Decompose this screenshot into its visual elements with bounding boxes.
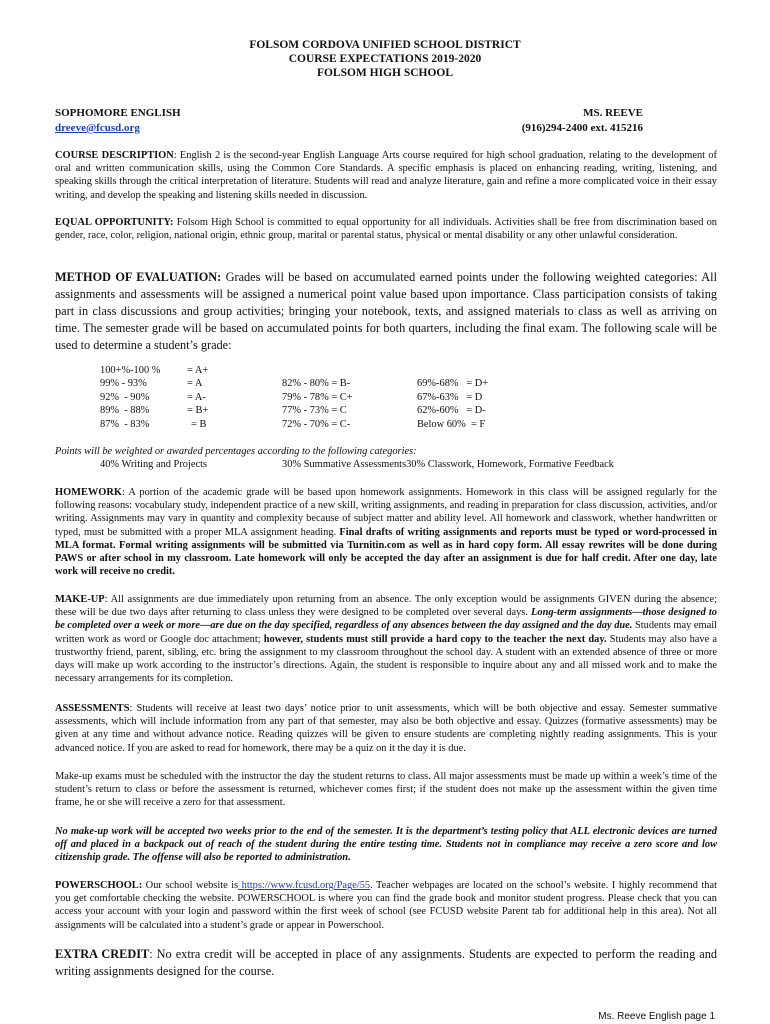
course-description <box>55 149 717 202</box>
makeup-text-1: : All assignments are due immediately upon returning from an absence. The only exception would be assignments GIVEN during the absence; these will be due two days after returning to class unless they were designed to be completed over several days. <box>55 594 717 619</box>
scale-range: 100+%-100 % <box>100 365 161 376</box>
evaluation-text: Grades will be based on accumulated earned points under the following weighted categories: All assignments and assessments will be assigned a numerical point value based upon importance. Class participation consists of taking part in class discussions and group activities; bringing your notebook, texts, and assigned materials to class as well as arriving on time. The semester grade will be based on accumulated points for both quarters, including the final exam. The following scale will be used to determine a student’s grade: <box>55 270 717 352</box>
course-expectations-title: COURSE EXPECTATIONS 2019-2020 <box>288 53 482 65</box>
makeup-text-2: Students may email written work as word or Google doc attachment; <box>55 620 717 645</box>
makeup-exams-paragraph: Make-up exams must be scheduled with the instructor the day the student returns to class. All major assessments must be made up within a week’s time of the student’s return to class or before the assessment is returned, whichever comes first; if the student does not make up the assessment within the given time frame, he or she will receive a zero for that assessment. <box>55 771 717 809</box>
course-description-label: COURSE DESCRIPTION <box>55 150 174 161</box>
method-of-evaluation <box>55 269 717 354</box>
assessments-label: ASSESSMENTS <box>55 703 130 714</box>
scale-row: 79% - 78% = C+ <box>282 392 353 403</box>
scale-range: 89% - 88% <box>100 405 150 416</box>
scale-grade: = B+ <box>187 405 209 416</box>
scale-row: 82% - 80% = B- <box>282 378 351 389</box>
assessments-text: : Students will receive at least two days’ notice prior to unit assessments, which will be both objective and essay. Semester summative assessments, which will include information from any part of that semester, may also be both objective and essay. Quizzes (formative assessments) may be given at any time and without advance notice. Reading quizzes will be given to ensure students are completing nightly reading assignments. This is your advanced notice. If you are asked to read for homework, there may be a quiz on it the day it is due. <box>55 703 717 754</box>
homework-section <box>55 486 717 578</box>
school-website-link[interactable]: https://www.fcusd.org/Page/55 <box>238 880 371 891</box>
scale-row: 72% - 70% = C- <box>282 419 351 430</box>
scale-row: 62%-60% = D- <box>417 405 486 416</box>
teacher-name: MS. REEVE <box>583 107 643 119</box>
testing-policy-paragraph: No make-up work will be accepted two weeks prior to the end of the semester. It is the department’s testing policy that ALL electronic devices are turned off and placed in a backpack out of reach of the student during the entire testing time. Students not in compliance may receive a zero score and low citizenship grade. The offense will also be reported to administration. <box>55 826 717 864</box>
makeup-label: MAKE-UP <box>55 594 105 605</box>
makeup-bold-text: however, students must still provide a hard copy to the teacher the next day. <box>263 633 607 645</box>
extra-credit-label: EXTRA CREDIT <box>55 947 150 961</box>
makeup-text-3: Students may also have a trustworthy friend, parent, sibling, etc. bring the assignment to my classroom throughout the school day. A student with an extended absence of three or more days will make up work according to the instructor’s directions. Again, the student is responsible to inquire about any and all missed work and to make the necessary arrangements for its completion. <box>55 633 718 685</box>
powerschool-label: POWERSCHOOL: <box>55 880 143 891</box>
district-title: FOLSOM CORDOVA UNIFIED SCHOOL DISTRICT <box>249 39 521 51</box>
scale-row: 67%-63% = D <box>417 392 483 403</box>
makeup-section <box>55 593 717 685</box>
school-title: FOLSOM HIGH SCHOOL <box>316 67 454 79</box>
weights-writing: 40% Writing and Projects <box>100 459 208 470</box>
scale-row: 69%-68% = D+ <box>417 378 489 389</box>
scale-row: 77% - 73% = C <box>282 405 347 416</box>
scale-range: 92% - 90% <box>100 392 150 403</box>
page-footer: Ms. Reeve English page 1 <box>598 1011 715 1022</box>
powerschool-section <box>55 879 717 932</box>
powerschool-text-2: . Teacher webpages are located on the school’s website. I highly recommend that you get comfortable checking the website. POWERSCHOOL is where you can find the grade book and monitor student progress. Please check that you can access your account with your login and password within the first week of school (see FCUSD website Parent tab for additional help in this area). Not all assignments will be calculated into a student’s grade or appear in Powerschool. <box>55 880 717 931</box>
extra-credit-text: : No extra credit will be accepted in place of any assignments. Students are expected to perform the reading and writing assignments designed for the course. <box>55 947 717 978</box>
scale-grade: = B <box>191 419 207 430</box>
homework-bold-text: Final drafts of writing assignments and reports must be typed or word-processed in MLA format. Formal writing assignments will be submitted via Turnitin.com as well as in hard copy form. All essay rewrites will be done during PAWS or after school in my classroom. Late homework will only be accepted the day after an assignment is due for half credit. After one day, late work will receive no credit. <box>55 526 717 578</box>
scale-range: 87% - 83% <box>100 419 150 430</box>
teacher-email-link[interactable]: dreeve@fcusd.org <box>55 122 140 134</box>
makeup-italic-text: Long-term assignments—those designed to be completed over a week or more—are due on the day specified, regardless of any absences between the day assigned and the day due. <box>55 607 717 632</box>
powerschool-text-1: Our school website is <box>142 880 239 891</box>
scale-grade: = A <box>187 378 203 389</box>
scale-grade: = A- <box>187 392 206 403</box>
homework-text: : A portion of the academic grade will be based upon homework assignments. Homework in this class will be assigned regularly for the following reasons: vocabulary study, independent practice of a new skill, writing assignments, and reading in preparation for class discussion, activities, and/or writing. Assignments may vary in quantity and complexity because of subject matter and ability level. All homework and classwork, whether handwritten or typed, must be submitted with a proper MLA assignment heading. <box>55 487 717 538</box>
equal-opportunity-label: EQUAL OPPORTUNITY: <box>55 217 174 228</box>
teacher-phone: (916)294-2400 ext. 415216 <box>521 122 643 134</box>
extra-credit-section <box>55 946 717 980</box>
course-description-text: : English 2 is the second-year English Language Arts course required for high school graduation, relating to the development of oral and written communication skills, using the Common Core Standards. A specific emphasis is placed on enhancing reading, writing, listening, and speaking skills through the critical interpretation of literature. Students will read and analyze literature, gain and refine a more complicated voice in their essay writing, and develop the speaking and listening skills needed in discussion. <box>55 150 717 201</box>
equal-opportunity <box>55 216 717 242</box>
assessments-section <box>55 702 717 755</box>
scale-grade: = A+ <box>187 365 209 376</box>
scale-range: 99% - 93% <box>100 378 147 389</box>
homework-label: HOMEWORK <box>55 487 122 498</box>
weights-intro: Points will be weighted or awarded percentages according to the following categories: <box>55 446 417 457</box>
course-name: SOPHOMORE ENGLISH <box>55 107 181 119</box>
equal-opportunity-text: Folsom High School is committed to equal opportunity for all individuals. Activities shall be free from discrimination based on gender, race, color, religion, national origin, ethnic group, marital or parental status, physical or mental disability or any other unlawful consideration. <box>55 217 717 242</box>
scale-row: Below 60% = F <box>417 419 486 430</box>
weights-summative: 30% Summative Assessments30% Classwork, Homework, Formative Feedback <box>282 459 614 470</box>
evaluation-label: METHOD OF EVALUATION: <box>55 270 222 284</box>
